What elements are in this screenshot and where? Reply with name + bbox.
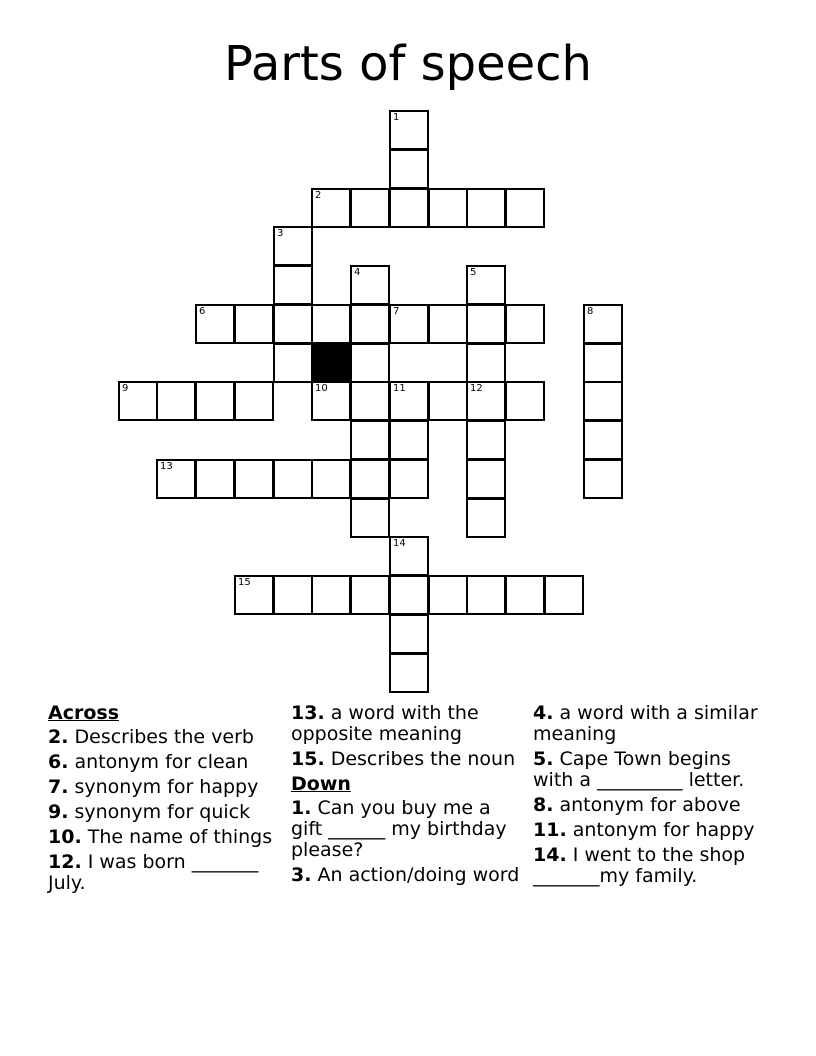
grid-cell[interactable]	[389, 575, 429, 615]
grid-cell[interactable]	[389, 459, 429, 499]
clue-across-9: 9. synonym for quick	[48, 801, 251, 823]
grid-cell[interactable]	[350, 420, 390, 460]
grid-cell[interactable]	[389, 536, 429, 576]
grid-cell[interactable]	[583, 343, 623, 383]
clue-number: 15	[238, 577, 251, 588]
grid-cell[interactable]	[466, 265, 506, 305]
grid-cell[interactable]	[350, 459, 390, 499]
clues-column-1	[48, 703, 284, 898]
clue-across-12: 12. I was born _______ July.	[48, 851, 259, 894]
grid-cell[interactable]	[505, 188, 545, 228]
grid-cell[interactable]	[389, 110, 429, 150]
clue-number: 8	[587, 306, 594, 317]
clue-number: 11	[393, 383, 406, 394]
clue-across-7: 7. synonym for happy	[48, 776, 259, 798]
grid-cell[interactable]	[273, 226, 313, 266]
clue-down-8: 8. antonym for above	[533, 794, 741, 816]
clue-down-14: 14. I went to the shop _______my family.	[533, 844, 746, 887]
grid-cell[interactable]	[273, 575, 313, 615]
grid-cell[interactable]	[428, 188, 468, 228]
grid-cell[interactable]	[505, 575, 545, 615]
grid-cell[interactable]	[544, 575, 584, 615]
grid-cell[interactable]	[466, 381, 506, 421]
clue-number: 14	[393, 538, 406, 549]
grid-cell[interactable]	[583, 304, 623, 344]
grid-cell[interactable]	[273, 265, 313, 305]
grid-cell[interactable]	[428, 304, 468, 344]
grid-cell[interactable]	[389, 420, 429, 460]
grid-cell[interactable]	[350, 343, 390, 383]
grid-cell[interactable]	[195, 381, 235, 421]
grid-cell[interactable]	[350, 498, 390, 538]
grid-cell[interactable]	[583, 420, 623, 460]
grid-cell[interactable]	[505, 304, 545, 344]
grid-cell[interactable]	[311, 575, 351, 615]
grid-cell[interactable]	[505, 381, 545, 421]
clues-column-2	[291, 703, 527, 890]
grid-cell[interactable]	[311, 304, 351, 344]
clue-number: 1	[393, 112, 400, 123]
grid-cell[interactable]	[583, 381, 623, 421]
clue-down-5: 5. Cape Town begins with a _________ letter.	[533, 748, 745, 791]
clue-across-13: 13. a word with the opposite meaning	[291, 702, 479, 745]
clue-number: 5	[470, 267, 477, 278]
clue-down-11: 11. antonym for happy	[533, 819, 755, 841]
clue-number: 13	[160, 461, 173, 472]
grid-cell[interactable]	[350, 304, 390, 344]
grid-cell[interactable]	[583, 459, 623, 499]
grid-cell[interactable]	[234, 304, 274, 344]
grid-cell[interactable]	[428, 381, 468, 421]
grid-cell[interactable]	[273, 343, 313, 383]
grid-cell[interactable]	[273, 459, 313, 499]
across-heading: Across	[48, 702, 120, 724]
grid-cell[interactable]	[428, 575, 468, 615]
grid-cell[interactable]	[311, 459, 351, 499]
clue-across-10: 10. The name of things	[48, 826, 273, 848]
clue-number: 7	[393, 306, 400, 317]
clue-number: 4	[354, 267, 361, 278]
grid-cell[interactable]	[466, 188, 506, 228]
grid-cell[interactable]	[466, 304, 506, 344]
down-heading: Down	[291, 773, 351, 795]
grid-cell[interactable]	[350, 188, 390, 228]
clue-down-1: 1. Can you buy me a gift ______ my birthday please?	[291, 797, 507, 861]
grid-cell[interactable]	[466, 343, 506, 383]
black-cell	[311, 343, 351, 383]
grid-cell[interactable]	[389, 188, 429, 228]
grid-cell[interactable]	[234, 381, 274, 421]
page-title: Parts of speech	[224, 36, 592, 92]
grid-cell[interactable]	[350, 575, 390, 615]
clue-down-4: 4. a word with a similar meaning	[533, 702, 758, 745]
grid-cell[interactable]	[389, 149, 429, 189]
grid-cell[interactable]	[156, 381, 196, 421]
grid-cell[interactable]	[234, 459, 274, 499]
grid-cell[interactable]	[118, 381, 158, 421]
grid-cell[interactable]	[389, 653, 429, 693]
grid-cell[interactable]	[311, 188, 351, 228]
clue-across-15: 15. Describes the noun	[291, 748, 516, 770]
grid-cell[interactable]	[466, 459, 506, 499]
grid-cell[interactable]	[350, 265, 390, 305]
clue-down-3: 3. An action/doing word	[291, 864, 520, 886]
grid-cell[interactable]	[389, 614, 429, 654]
clue-across-2: 2. Describes the verb	[48, 726, 254, 748]
clue-number: 10	[315, 383, 328, 394]
clue-number: 2	[315, 190, 322, 201]
grid-cell[interactable]	[389, 381, 429, 421]
clue-number: 9	[122, 383, 129, 394]
clue-number: 12	[470, 383, 483, 394]
clues-column-3	[533, 703, 769, 891]
clue-number: 3	[277, 228, 284, 239]
grid-cell[interactable]	[389, 304, 429, 344]
grid-cell[interactable]	[195, 459, 235, 499]
grid-cell[interactable]	[350, 381, 390, 421]
grid-cell[interactable]	[156, 459, 196, 499]
clue-across-6: 6. antonym for clean	[48, 751, 249, 773]
grid-cell[interactable]	[234, 575, 274, 615]
grid-cell[interactable]	[273, 304, 313, 344]
clue-number: 6	[199, 306, 206, 317]
grid-cell[interactable]	[466, 498, 506, 538]
grid-cell[interactable]	[195, 304, 235, 344]
grid-cell[interactable]	[466, 575, 506, 615]
grid-cell[interactable]	[466, 420, 506, 460]
grid-cell[interactable]	[311, 381, 351, 421]
